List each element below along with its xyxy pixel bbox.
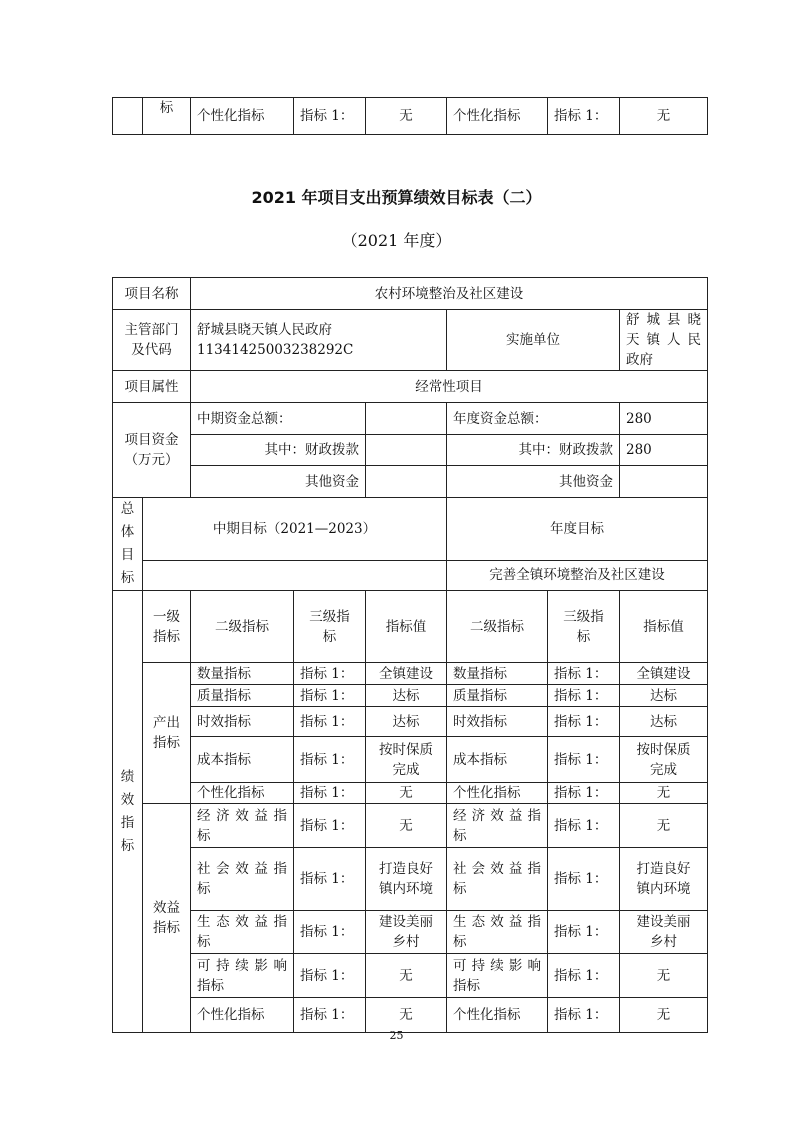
indicator-value: 无 xyxy=(620,998,708,1033)
indicator-value: 全镇建设 xyxy=(366,663,447,685)
output-indicators-label: 产出 指标 xyxy=(143,663,191,804)
third-level-indicator: 指标 1： xyxy=(548,783,620,804)
header-level2-right: 二级指标 xyxy=(447,591,548,663)
second-level-indicator: 成本指标 xyxy=(447,737,548,783)
third-level-indicator: 指标 1： xyxy=(294,737,366,783)
third-level-indicator: 指标 1： xyxy=(294,848,366,911)
document-subtitle: （2021 年度） xyxy=(341,231,452,250)
second-level-indicator: 数量指标 xyxy=(447,663,548,685)
third-level-indicator: 指标 1： xyxy=(548,998,620,1033)
third-level-indicator: 指标 1： xyxy=(294,911,366,954)
table-row xyxy=(113,498,708,561)
previous-table-fragment xyxy=(112,97,708,135)
third-level-indicator: 指标 1： xyxy=(548,685,620,707)
indicator-value: 按时保质 完成 xyxy=(620,737,708,783)
indicator-value: 无 xyxy=(620,98,708,135)
second-level-indicator: 个性化指标 xyxy=(447,783,548,804)
table-row xyxy=(113,663,708,685)
benefit-indicators-label: 效益 指标 xyxy=(143,804,191,1033)
second-level-indicator: 经济效益指 标 xyxy=(191,804,294,848)
second-level-indicator: 质量指标 xyxy=(191,685,294,707)
annual-total-label: 年度资金总额： xyxy=(447,403,620,435)
project-name-value: 农村环境整治及社区建设 xyxy=(191,278,708,310)
annual-other-label: 其他资金 xyxy=(447,466,620,498)
third-level-indicator: 指标 1： xyxy=(294,998,366,1033)
indicator-value: 达标 xyxy=(366,685,447,707)
mid-term-total-label: 中期资金总额： xyxy=(191,403,366,435)
header-level2: 二级指标 xyxy=(191,591,294,663)
indicator-value: 打造良好 镇内环境 xyxy=(620,848,708,911)
indicator-value: 打造良好 镇内环境 xyxy=(366,848,447,911)
indicator-value: 无 xyxy=(620,783,708,804)
table-row xyxy=(113,278,708,310)
mid-term-fiscal-value xyxy=(366,435,447,466)
table-row xyxy=(113,954,708,998)
second-level-indicator: 生态效益指 标 xyxy=(191,911,294,954)
overall-objectives-label: 总 体 目 标 xyxy=(113,498,143,591)
third-level-indicator: 指标 1： xyxy=(294,954,366,998)
second-level-indicator: 个性化指标 xyxy=(447,998,548,1033)
table-row xyxy=(113,591,708,663)
performance-target-table xyxy=(112,277,708,1033)
table-row xyxy=(113,98,708,135)
second-level-indicator: 质量指标 xyxy=(447,685,548,707)
mid-term-objective-content xyxy=(143,560,447,590)
third-level-indicator: 指标 1： xyxy=(548,954,620,998)
annual-fiscal-value: 280 xyxy=(620,435,708,466)
project-name-label: 项目名称 xyxy=(113,278,191,310)
indicator-value: 达标 xyxy=(620,685,708,707)
second-level-indicator: 社会效益指 标 xyxy=(191,848,294,911)
second-level-indicator: 时效指标 xyxy=(447,707,548,737)
third-level-indicator: 指标 1： xyxy=(294,707,366,737)
third-level-indicator: 指标 1： xyxy=(548,804,620,848)
performance-indicators-label: 绩 效 指 标 xyxy=(113,591,143,1033)
header-level3: 三级指 标 xyxy=(294,591,366,663)
indicator-value: 建设美丽 乡村 xyxy=(620,911,708,954)
indicator-value: 全镇建设 xyxy=(620,663,708,685)
annual-fiscal-label: 其中：财政拨款 xyxy=(447,435,620,466)
header-value: 指标值 xyxy=(366,591,447,663)
mid-term-total-value xyxy=(366,403,447,435)
annual-total-value: 280 xyxy=(620,403,708,435)
third-level-indicator: 指标 1： xyxy=(548,848,620,911)
table-row xyxy=(113,911,708,954)
project-attribute-label: 项目属性 xyxy=(113,371,191,403)
second-level-indicator: 可持续影响 指标 xyxy=(191,954,294,998)
third-level-indicator: 指标 1： xyxy=(294,663,366,685)
third-level-indicator: 指标 1： xyxy=(548,737,620,783)
second-level-indicator: 经济效益指 标 xyxy=(447,804,548,848)
mid-term-other-label: 其他资金 xyxy=(191,466,366,498)
indicator-value: 无 xyxy=(366,954,447,998)
second-level-indicator: 生态效益指 标 xyxy=(447,911,548,954)
third-level-indicator: 指标 1： xyxy=(548,911,620,954)
table-row xyxy=(113,685,708,707)
indicator-value: 无 xyxy=(620,954,708,998)
third-level-indicator: 指标 1： xyxy=(294,783,366,804)
annual-objective-header: 年度目标 xyxy=(447,498,708,561)
table-row xyxy=(113,466,708,498)
table-row xyxy=(113,737,708,783)
table-row xyxy=(113,310,708,371)
third-level-indicator: 指标 1： xyxy=(294,804,366,848)
table-row xyxy=(113,804,708,848)
indicator-value: 建设美丽 乡村 xyxy=(366,911,447,954)
second-level-indicator: 数量指标 xyxy=(191,663,294,685)
table-row xyxy=(113,848,708,911)
indicator-value: 无 xyxy=(366,804,447,848)
header-level1: 一级 指标 xyxy=(143,591,191,663)
department-label: 主管部门 及代码 xyxy=(113,310,191,371)
second-level-indicator: 成本指标 xyxy=(191,737,294,783)
header-level3-right: 三级指 标 xyxy=(548,591,620,663)
third-level-indicator: 指标 1： xyxy=(548,663,620,685)
second-level-indicator: 时效指标 xyxy=(191,707,294,737)
table-row xyxy=(113,707,708,737)
second-level-indicator: 可持续影响 指标 xyxy=(447,954,548,998)
indicator-value: 无 xyxy=(366,98,447,135)
empty-cell xyxy=(113,98,143,135)
project-attribute-value: 经常性项目 xyxy=(191,371,708,403)
indicator-value: 按时保质 完成 xyxy=(366,737,447,783)
indicator-value: 无 xyxy=(620,804,708,848)
implementing-unit-label: 实施单位 xyxy=(447,310,620,371)
second-level-indicator: 个性化指标 xyxy=(191,98,294,135)
table-row xyxy=(113,435,708,466)
third-level-indicator: 指标 1： xyxy=(548,98,620,135)
indicator-value: 无 xyxy=(366,998,447,1033)
annual-other-value xyxy=(620,466,708,498)
table-row xyxy=(113,560,708,590)
indicator-value: 无 xyxy=(366,783,447,804)
document-title: 2021 年项目支出预算绩效目标表（二） xyxy=(251,188,542,207)
mid-term-other-value xyxy=(366,466,447,498)
mid-term-fiscal-label: 其中：财政拨款 xyxy=(191,435,366,466)
second-level-indicator: 个性化指标 xyxy=(447,98,548,135)
indicator-value: 达标 xyxy=(366,707,447,737)
third-level-indicator: 指标 1： xyxy=(294,98,366,135)
second-level-indicator: 社会效益指 标 xyxy=(447,848,548,911)
project-funds-label: 项目资金 （万元） xyxy=(113,403,191,498)
implementing-unit-value: 舒城县晓 天镇人民 政府 xyxy=(620,310,708,371)
header-value-right: 指标值 xyxy=(620,591,708,663)
third-level-indicator: 指标 1： xyxy=(294,685,366,707)
table-row xyxy=(113,403,708,435)
second-level-indicator: 个性化指标 xyxy=(191,783,294,804)
annual-objective-content: 完善全镇环境整治及社区建设 xyxy=(447,560,708,590)
department-value: 舒城县晓天镇人民政府 11341425003238292C xyxy=(191,310,447,371)
table-row xyxy=(113,783,708,804)
page-number: 25 xyxy=(389,1029,404,1042)
mid-term-objective-header: 中期目标（2021—2023） xyxy=(143,498,447,561)
third-level-indicator: 指标 1： xyxy=(548,707,620,737)
row-label: 标 xyxy=(143,98,191,135)
table-row xyxy=(113,371,708,403)
second-level-indicator: 个性化指标 xyxy=(191,998,294,1033)
indicator-value: 达标 xyxy=(620,707,708,737)
table-row xyxy=(113,998,708,1033)
